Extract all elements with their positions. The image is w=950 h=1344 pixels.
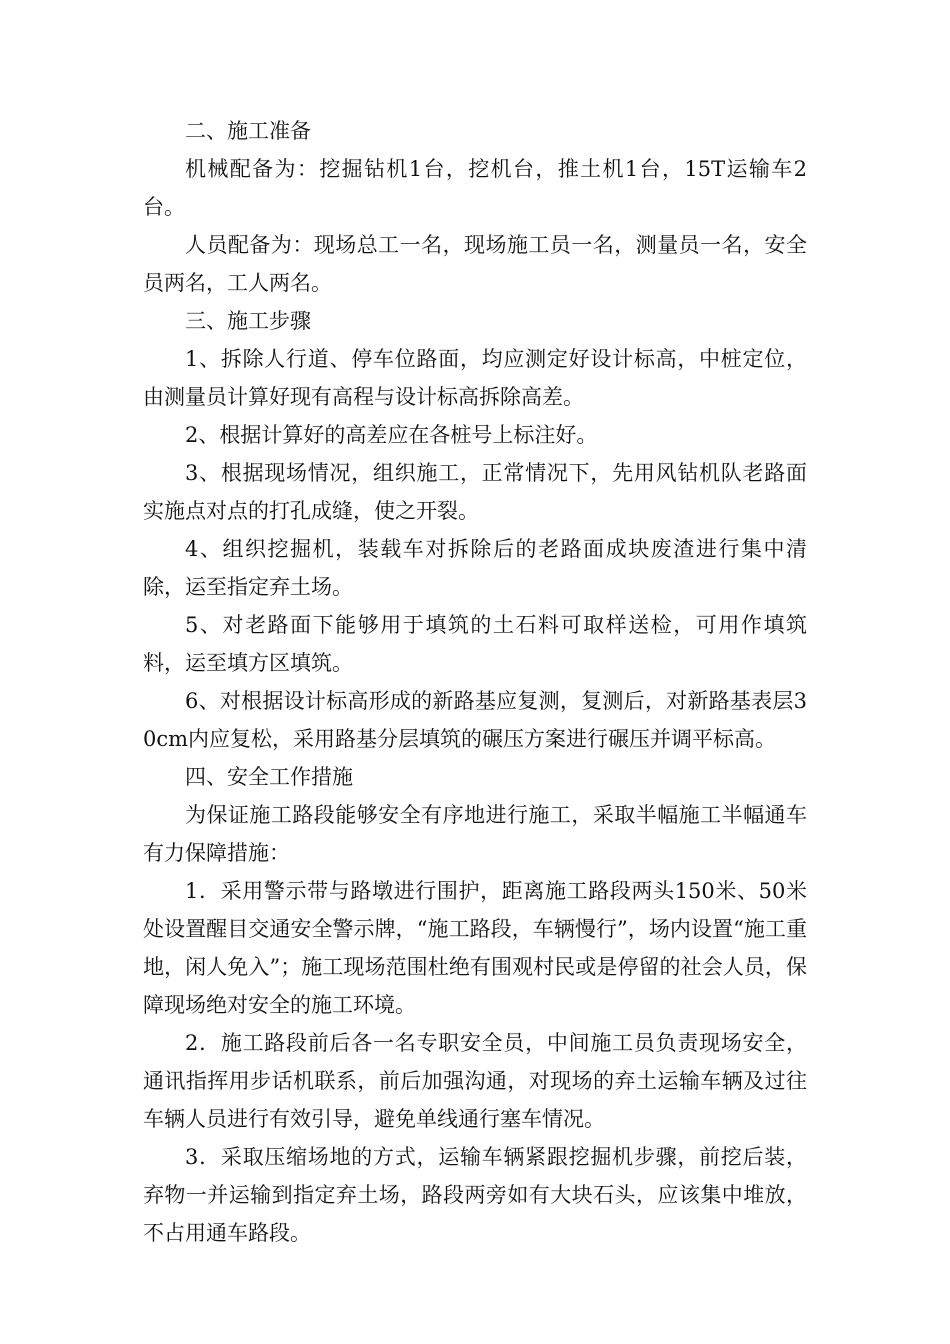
step-4: 4、组织挖掘机，装载车对拆除后的老路面成块废渣进行集中清除，运至指定弃土场。: [143, 537, 807, 599]
heading-construction-preparation: 二、施工准备: [185, 119, 311, 143]
paragraph-machinery: 机械配备为：挖掘钻机1台，挖机台，推土机1台，15T运输车2台。: [143, 157, 807, 219]
step-5: 5、对老路面下能够用于填筑的土石料可取样送检，可用作填筑料，运至填方区填筑。: [143, 613, 807, 675]
heading-construction-steps: 三、施工步骤: [185, 309, 311, 333]
step-2: 2、根据计算好的高差应在各桩号上标注好。: [185, 423, 598, 447]
step-3: 3、根据现场情况，组织施工，正常情况下，先用风钻机队老路面实施点对点的打孔成缝，使之开裂。: [143, 461, 807, 523]
safety-measure-3: 3．采取压缩场地的方式，运输车辆紧跟挖掘机步骤，前挖后装，弃物一并运输到指定弃土场，路段两旁如有大块石头，应该集中堆放，不占用通车路段。: [143, 1145, 807, 1245]
paragraph-personnel: 人员配备为：现场总工一名，现场施工员一名，测量员一名，安全员两名，工人两名。: [143, 233, 807, 295]
safety-measure-1: 1．采用警示带与路墩进行围护，距离施工路段两头150米、50米处设置醒目交通安全警示牌，“施工路段，车辆慢行”，场内设置“施工重地，闲人免入”；施工现场范围杜绝有围观村民或是停留的社会人员，保障现场绝对安全的施工环境。: [143, 879, 807, 1017]
step-1: 1、拆除人行道、停车位路面，均应测定好设计标高，中桩定位，由测量员计算好现有高程与设计标高拆除高差。: [143, 347, 807, 409]
document-page: [143, 112, 807, 1252]
safety-measure-2: 2．施工路段前后各一名专职安全员，中间施工员负责现场安全，通讯指挥用步话机联系，前后加强沟通，对现场的弃土运输车辆及过往车辆人员进行有效引导，避免单线通行塞车情况。: [143, 1031, 807, 1131]
heading-safety-measures: 四、安全工作措施: [185, 765, 353, 789]
step-6: 6、对根据设计标高形成的新路基应复测，复测后，对新路基表层30cm内应复松，采用路基分层填筑的碾压方案进行碾压并调平标高。: [143, 689, 807, 751]
paragraph-safety-intro: 为保证施工路段能够安全有序地进行施工，采取半幅施工半幅通车有力保障措施：: [143, 803, 807, 865]
